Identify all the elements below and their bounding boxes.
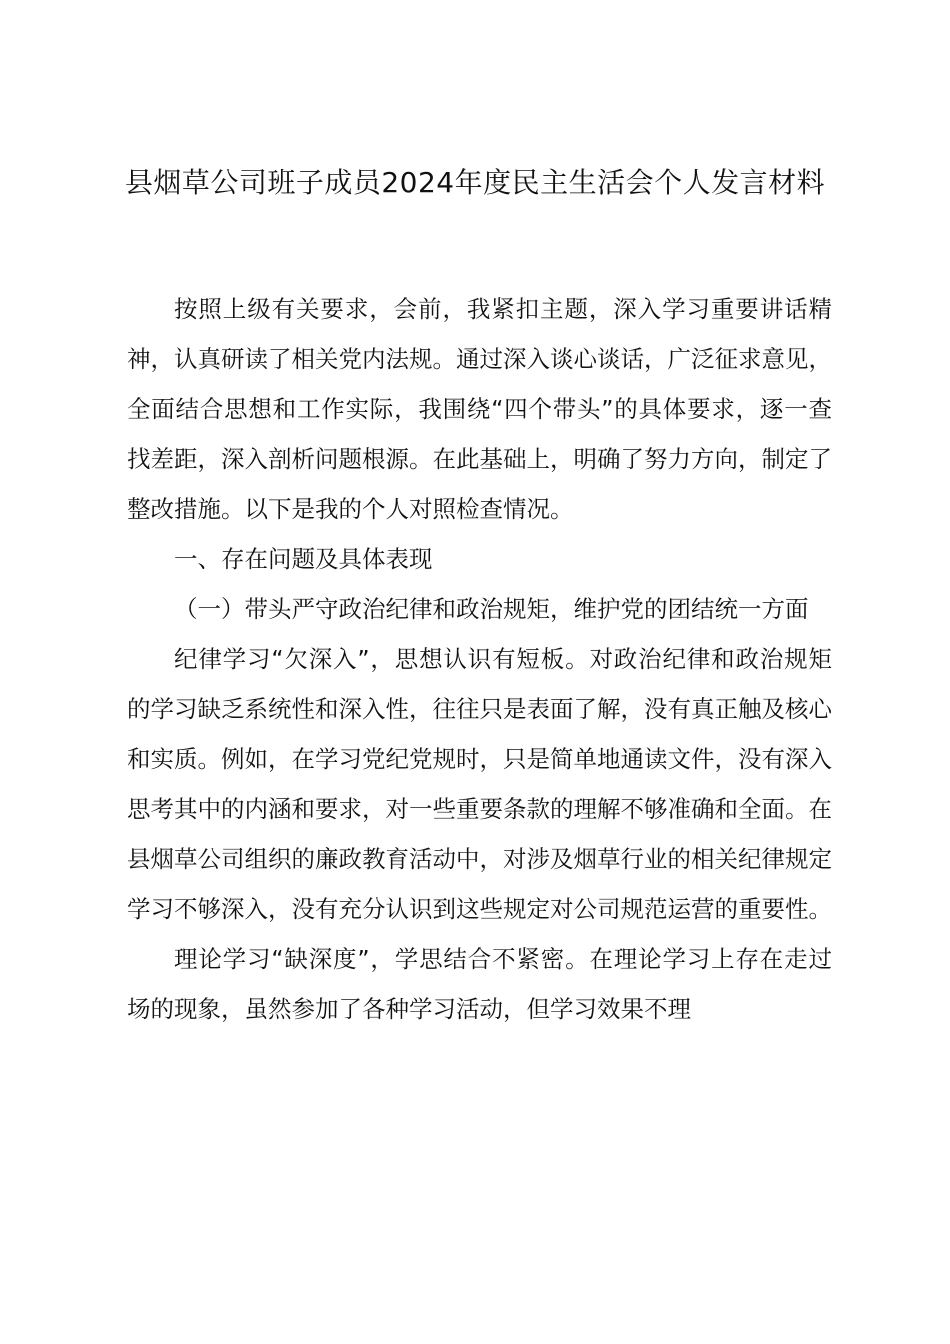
- intro-paragraph: 按照上级有关要求，会前，我紧扣主题，深入学习重要讲话精神，认真研读了相关党内法规。通过深入谈心谈话，广泛征求意见，全面结合思想和工作实际，我围绕“四个带头”的具体要求，逐一查找差距，深入剖析问题根源。在此基础上，明确了努力方向，制定了整改措施。以下是我的个人对照检查情况。: [127, 295, 832, 523]
- document-body: [127, 284, 832, 1034]
- body-paragraph: 纪律学习“欠深入”，思想认识有短板。对政治纪律和政治规矩的学习缺乏系统性和深入性，往往只是表面了解，没有真正触及核心和实质。例如，在学习党纪党规时，只是简单地通读文件，没有深入思考其中的内涵和要求，对一些重要条款的理解不够准确和全面。在县烟草公司组织的廉政教育活动中，对涉及烟草行业的相关纪律规定学习不够深入，没有充分认识到这些规定对公司规范运营的重要性。: [127, 645, 832, 923]
- document-title: 县烟草公司班子成员2024年度民主生活会个人发言材料: [124, 166, 826, 199]
- body-paragraph: 理论学习“缺深度”，学思结合不紧密。在理论学习上存在走过场的现象，虽然参加了各种学习活动，但学习效果不理: [127, 945, 832, 1023]
- subsection-heading: （一）带头严守政治纪律和政治规矩，维护党的团结统一方面: [174, 595, 809, 623]
- section-heading: 一、存在问题及具体表现: [174, 545, 433, 573]
